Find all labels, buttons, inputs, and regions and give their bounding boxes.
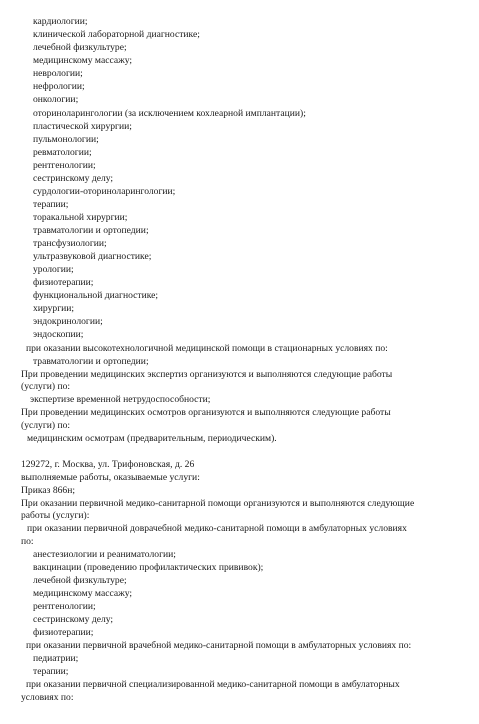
text-line: медицинским осмотрам (предварительным, периодическим). <box>27 433 277 444</box>
text-line: ультразвуковой диагностике; <box>33 251 152 262</box>
text-line: оториноларингологии (за исключением кохлеарной имплантации); <box>33 108 306 119</box>
text-line: онкологии; <box>33 94 79 105</box>
text-line: выполняемые работы, оказываемые услуги: <box>21 472 200 483</box>
text-line: Приказ 866н; <box>21 485 76 496</box>
text-line: экспертизе временной нетрудоспособности; <box>30 394 211 405</box>
text-line: пульмонологии; <box>33 134 99 145</box>
text-line: хирургии; <box>33 303 75 314</box>
text-line: (услуги) по: <box>21 420 71 431</box>
text-line: 129272, г. Москва, ул. Трифоновская, д. 26 <box>21 459 195 470</box>
text-line: при оказании первичной доврачебной медико-санитарной помощи в амбулаторных условиях <box>27 523 407 534</box>
text-line: терапии; <box>33 666 69 677</box>
text-line: сестринскому делу; <box>33 173 114 184</box>
text-line: травматологии и ортопедии; <box>33 225 149 236</box>
text-line: при оказании первичной специализированной медико-санитарной помощи в амбулаторных <box>26 679 400 690</box>
text-line: (услуги) по: <box>21 381 71 392</box>
text-line: При оказании первичной медико-санитарной помощи организуются и выполняются следующие <box>21 498 415 509</box>
text-line: При проведении медицинских осмотров организуются и выполняются следующие работы <box>21 407 391 418</box>
text-line: нефрологии; <box>33 81 85 92</box>
text-line: функциональной диагностике; <box>33 290 159 301</box>
text-line: условиях по: <box>21 692 74 703</box>
text-line: лечебной физкультуре; <box>33 42 127 53</box>
text-line: физиотерапии; <box>33 627 94 638</box>
text-line: при оказании высокотехнологичной медицинской помощи в стационарных условиях по: <box>26 343 388 354</box>
text-line: медицинскому массажу; <box>33 588 133 599</box>
text-line: вакцинации (проведению профилактических прививок); <box>33 562 264 573</box>
text-line: лечебной физкультуре; <box>33 575 127 586</box>
text-line: работы (услуги): <box>21 510 90 521</box>
text-line: рентгенологии; <box>33 601 96 612</box>
text-line: эндоскопии; <box>33 329 84 340</box>
text-line: При проведении медицинских экспертиз организуются и выполняются следующие работы <box>21 369 393 380</box>
text-line: педиатрии; <box>33 653 79 664</box>
text-line: ревматологии; <box>33 147 92 158</box>
text-line: при оказании первичной врачебной медико-санитарной помощи в амбулаторных условиях по: <box>26 640 412 651</box>
text-line: анестезиологии и реаниматологии; <box>33 549 176 560</box>
text-line: физиотерапии; <box>33 277 94 288</box>
text-line: эндокринологии; <box>33 316 103 327</box>
text-line: трансфузиологии; <box>33 238 107 249</box>
text-line: пластической хирургии; <box>33 121 132 132</box>
text-line: неврологии; <box>33 68 83 79</box>
text-line: травматологии и ортопедии; <box>33 356 149 367</box>
text-line: сестринскому делу; <box>33 614 114 625</box>
text-line: по: <box>21 536 34 547</box>
text-line: торакальной хирургии; <box>33 212 128 223</box>
text-line: кардиологии; <box>33 16 88 27</box>
text-line: рентгенологии; <box>33 160 96 171</box>
text-line: сурдологии-оториноларингологии; <box>33 186 176 197</box>
text-line: медицинскому массажу; <box>33 55 133 66</box>
text-line: терапии; <box>33 199 69 210</box>
text-line: урологии; <box>33 264 74 275</box>
text-line: клинической лабораторной диагностике; <box>33 29 200 40</box>
